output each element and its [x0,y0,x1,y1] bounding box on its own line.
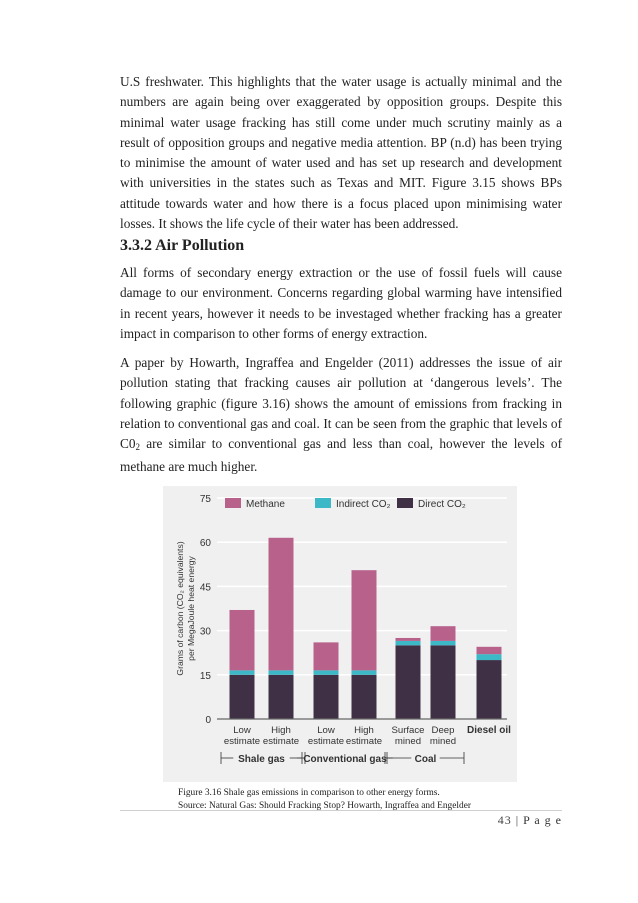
group-label: Conventional gas [303,754,387,765]
figure-emissions-chart [163,486,517,782]
bar-segment [477,654,502,660]
bar-segment [396,638,421,641]
bar-segment [230,675,255,719]
group-label: Coal [414,754,437,765]
x-tick-label: estimate [223,736,261,747]
y-tick-label: 30 [199,626,211,638]
page-label: P a g e [523,813,562,827]
legend-swatch [225,498,241,508]
x-tick-label: High [271,725,291,736]
bar-segment [314,670,339,674]
figure-caption [178,787,558,812]
page-number: 43 [497,813,512,827]
x-tick-label: Deep [431,725,455,736]
legend-swatch [315,498,331,508]
paragraph-text: A paper by Howarth, Ingraffea and Engelder (2011) addresses the issue of air pollution stating that fracking causes air pollution at ‘dangerous levels’. The following graphic (figure 3.16) shows the amount of emissions from fracking in relation to conventional gas and coal. It can be seen from the graphic that levels of C0 [120,355,562,452]
emissions-bar-chart [163,486,517,782]
x-tick-label: estimate [262,736,300,747]
y-tick-label: 15 [199,670,211,682]
bar-segment [269,670,294,674]
paragraph-text: are similar to conventional gas and less than coal, however the levels of methane are much higher. [120,436,562,475]
x-tick-label: estimate [307,736,345,747]
page-footer [120,813,562,828]
subscript-two: 2 [135,442,141,453]
caption-title: Figure 3.16 Shale gas emissions in comparison to other energy forms. [178,788,440,798]
bar-segment [269,538,294,671]
bar-segment [314,642,339,670]
legend-label: Indirect CO₂ [336,499,391,510]
bar-segment [396,645,421,719]
footer-separator: | [515,813,520,827]
caption-source: Source: Natural Gas: Should Fracking Stop? Howarth, Ingraffea and Engelder [178,800,471,811]
x-tick-label: High [354,725,374,736]
legend-swatch [397,498,413,508]
y-axis-label: Grams of carbon (CO₂ equivalents) [175,541,185,676]
bar-segment [396,641,421,645]
legend-label: Direct CO₂ [418,499,466,510]
bar-segment [352,570,377,670]
x-tick-label: Diesel oil [467,725,511,736]
section-heading-air-pollution: 3.3.2 Air Pollution [120,237,245,254]
y-tick-label: 45 [199,582,211,594]
bar-segment [314,675,339,719]
x-tick-label: Surface [391,725,425,736]
bar-segment [352,675,377,719]
bar-segment [431,645,456,719]
bar-segment [230,610,255,670]
paragraph-howarth-paper [120,353,562,478]
y-axis-label: per MegaJoule heat energy [186,556,196,661]
footer-divider [120,810,562,811]
paragraph-water-usage: U.S freshwater. This highlights that the water usage is actually minimal and the numbers are again being over exaggerated by opposition groups. Despite this minimal water usage fracking has still come under much scrutiny mainly as a result of opposition groups and negative media attention. BP (n.d) has been trying to minimise the amount of water used and has set up research and development with universities in the states such as Texas and MIT. Figure 3.15 shows BPs attitude towards water and how there is a focus placed upon minimising water losses. It shows the life cycle of their water has been addressed. [120,74,562,232]
paragraph-environment: All forms of secondary energy extraction or the use of fossil fuels will cause damage to our environment. Concerns regarding global warming have intensified in recent years, however it needs to be investaged whether fracking has a greater impact in comparison to other forms of energy extraction. [120,265,562,341]
legend-label: Methane [246,499,285,510]
x-tick-label: Low [317,725,335,736]
bar-segment [352,670,377,674]
x-tick-label: Low [233,725,251,736]
group-label: Shale gas [238,754,285,765]
x-tick-label: mined [394,736,422,747]
y-tick-label: 60 [199,538,211,550]
bar-segment [431,626,456,641]
y-tick-label: 75 [199,494,211,505]
bar-segment [230,670,255,674]
bar-segment [477,647,502,654]
x-tick-label: estimate [345,736,383,747]
y-tick-label: 0 [205,715,211,726]
x-tick-label: mined [429,736,457,747]
bar-segment [431,641,456,645]
bar-segment [477,660,502,719]
bar-segment [269,675,294,719]
